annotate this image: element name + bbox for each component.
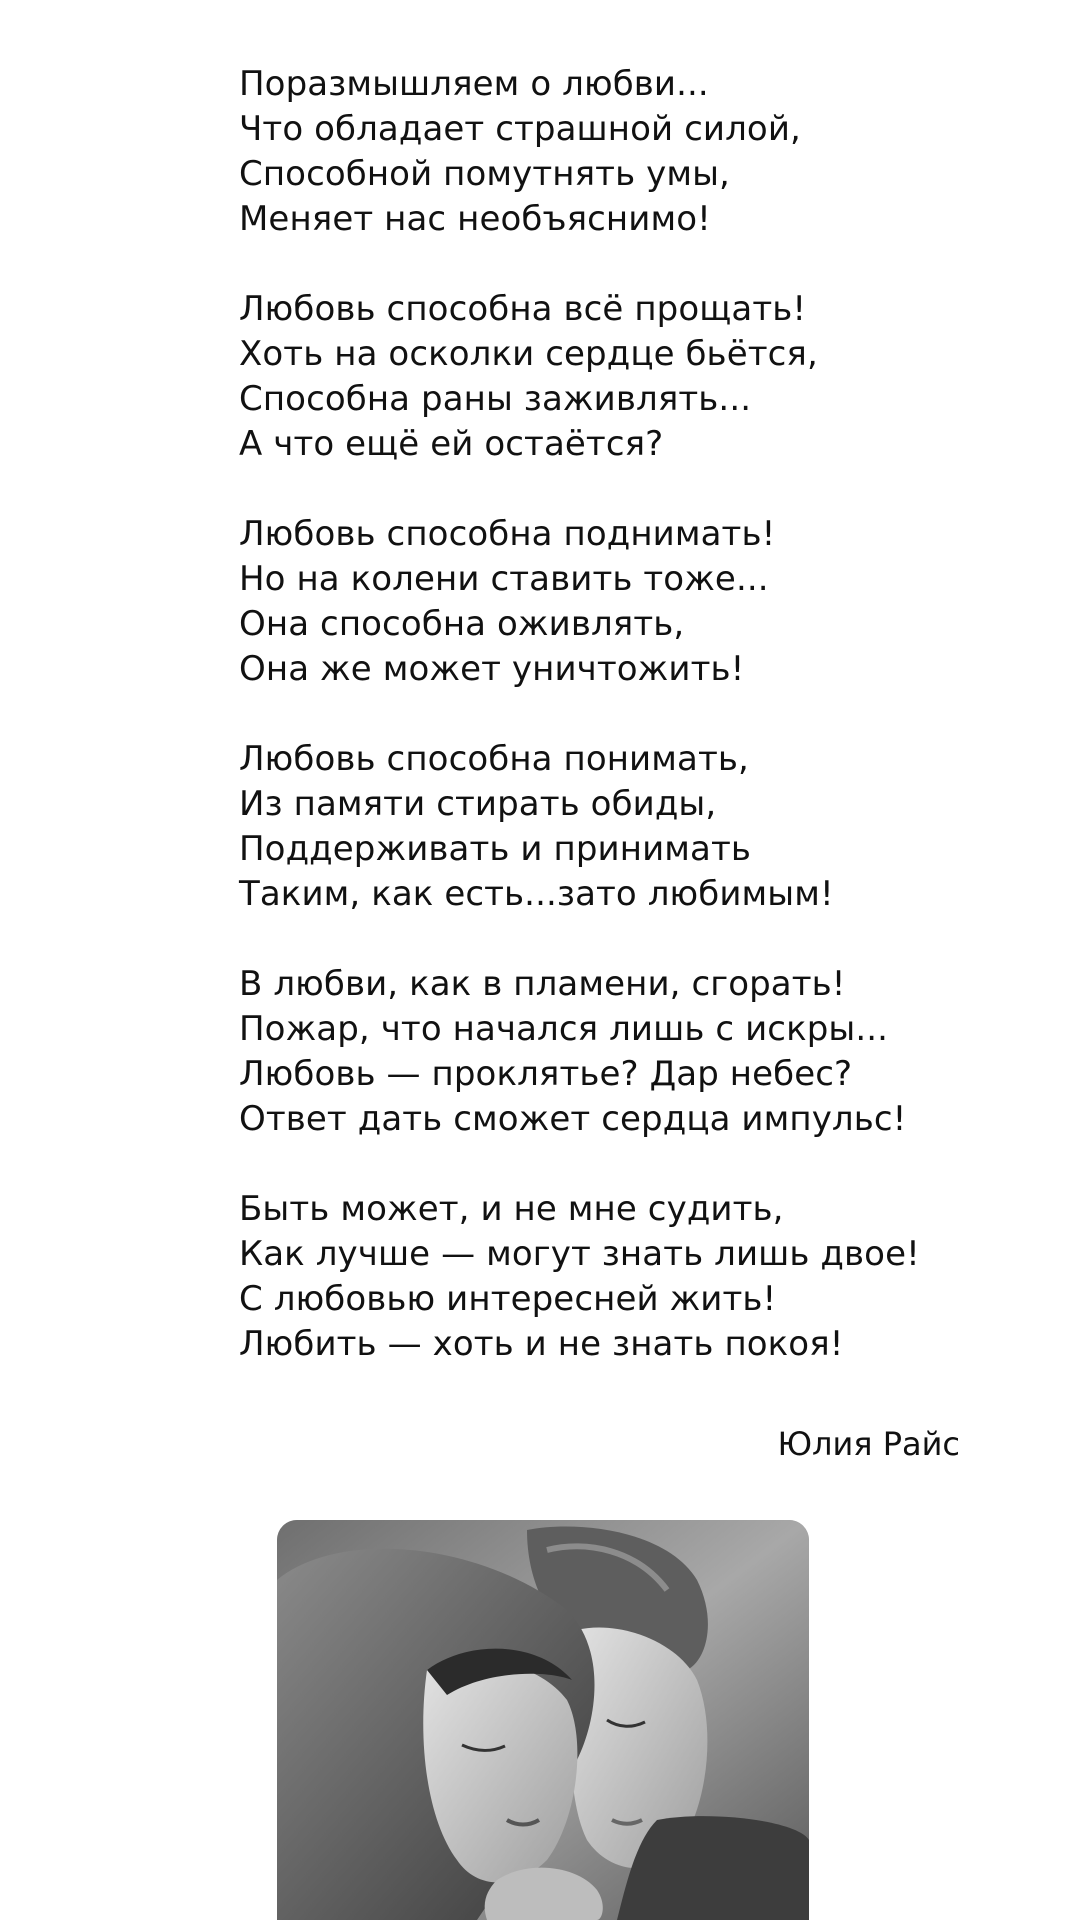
poem-line: В любви, как в пламени, сгорать! bbox=[239, 964, 846, 1004]
stanza-5 bbox=[239, 962, 999, 1142]
poem-line: Быть может, и не мне судить, bbox=[239, 1189, 784, 1229]
poem-line: Пожар, что начался лишь с искры... bbox=[239, 1009, 889, 1049]
poem-line: Она способна оживлять, bbox=[239, 604, 685, 644]
poem-line: С любовью интересней жить! bbox=[239, 1279, 777, 1319]
poem-line: Меняет нас необъяснимо! bbox=[239, 199, 711, 239]
poem-line: А что ещё ей остаётся? bbox=[239, 424, 664, 464]
stanza-4 bbox=[239, 737, 999, 917]
poem-line: Способной помутнять умы, bbox=[239, 154, 730, 194]
poem-line: Таким, как есть...зато любимым! bbox=[239, 874, 834, 914]
stanza-3 bbox=[239, 512, 999, 692]
stanza-2 bbox=[239, 287, 999, 467]
poem-line: Способна раны заживлять... bbox=[239, 379, 752, 419]
poem-line: Но на колени ставить тоже... bbox=[239, 559, 769, 599]
poem-line: Она же может уничтожить! bbox=[239, 649, 745, 689]
poem-line: Любовь способна понимать, bbox=[239, 739, 749, 779]
poem-line: Хоть на осколки сердце бьётся, bbox=[239, 334, 818, 374]
poem-line: Любовь способна поднимать! bbox=[239, 514, 776, 554]
poem-line: Поддерживать и принимать bbox=[239, 829, 752, 869]
poem-author: Юлия Райс bbox=[777, 1425, 960, 1463]
poem-line: Любить — хоть и не знать покоя! bbox=[239, 1324, 844, 1364]
couple-photo bbox=[277, 1520, 809, 1920]
poem-line: Что обладает страшной силой, bbox=[239, 109, 801, 149]
poem-line: Из памяти стирать обиды, bbox=[239, 784, 717, 824]
couple-photo-icon bbox=[277, 1520, 809, 1920]
stanza-1 bbox=[239, 62, 999, 242]
poem-line: Как лучше — могут знать лишь двое! bbox=[239, 1234, 920, 1274]
stanza-6 bbox=[239, 1187, 999, 1367]
poem bbox=[239, 62, 999, 1412]
poem-line: Любовь способна всё прощать! bbox=[239, 289, 807, 329]
poem-line: Поразмышляем о любви... bbox=[239, 64, 709, 104]
poem-line: Любовь — проклятье? Дар небес? bbox=[239, 1054, 853, 1094]
poem-line: Ответ дать сможет сердца импульс! bbox=[239, 1099, 907, 1139]
